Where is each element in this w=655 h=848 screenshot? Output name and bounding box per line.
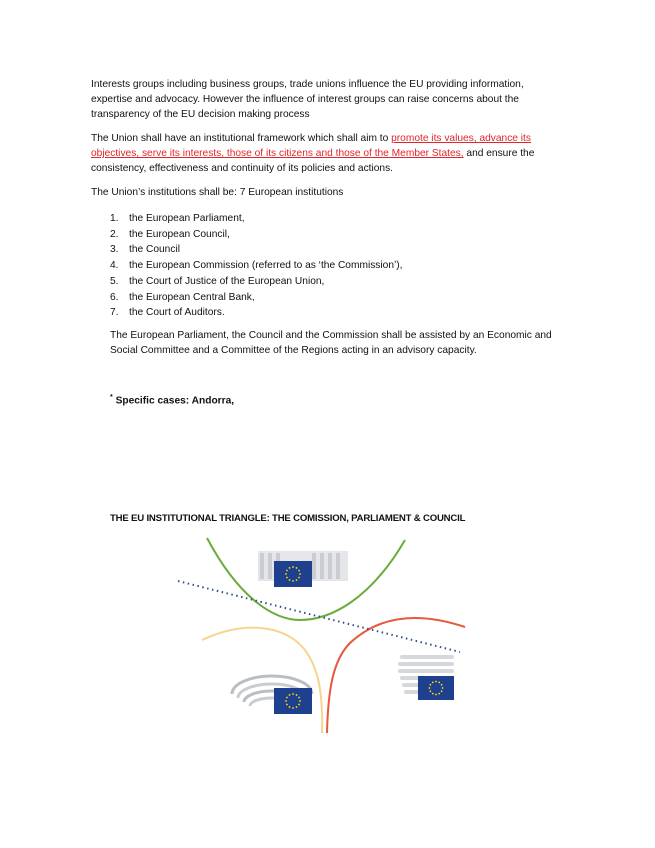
- eu-star-icon: [432, 693, 434, 695]
- list-item: 5. the Court of Justice of the European Union,: [110, 275, 325, 287]
- eu-star-icon: [285, 700, 287, 702]
- parliament-hemicycle-icon: [232, 676, 312, 714]
- eu-star-icon: [286, 570, 288, 572]
- council-curve: [327, 618, 465, 733]
- eu-star-icon: [442, 687, 444, 689]
- eu-star-icon: [286, 577, 288, 579]
- dotted-divider-line: [178, 581, 460, 652]
- eu-star-icon: [296, 694, 298, 696]
- eu-star-icon: [286, 697, 288, 699]
- framework-text-end: and ensure the consistency, effectiveness and continuity of its policies and actions.: [91, 148, 535, 174]
- eu-star-icon: [292, 707, 294, 709]
- list-item: 3. the Council: [110, 244, 180, 256]
- eu-star-icon: [435, 694, 437, 696]
- eu-star-icon: [429, 684, 431, 686]
- eu-star-icon: [432, 681, 434, 683]
- eu-star-icon: [292, 693, 294, 695]
- eu-star-icon: [438, 681, 440, 683]
- eu-star-icon: [441, 684, 443, 686]
- list-item: 7. the Court of Auditors.: [110, 307, 225, 319]
- eu-star-icon: [285, 573, 287, 575]
- eu-star-icon: [429, 687, 431, 689]
- eu-star-icon: [298, 704, 300, 706]
- eu-star-icon: [298, 577, 300, 579]
- eu-star-icon: [292, 580, 294, 582]
- note-text: Specific cases: Andorra,: [115, 395, 235, 407]
- eu-star-icon: [296, 579, 298, 581]
- eu-star-icon: [298, 570, 300, 572]
- eu-star-icon: [429, 690, 431, 692]
- note-marker: *: [110, 394, 113, 401]
- eu-star-icon: [289, 706, 291, 708]
- commission-building-icon: [258, 551, 348, 587]
- paragraph-interest-groups: Interests groups including business groups, trade unions influence the EU providing information, expertise and advocacy. However the influence of interest groups can raise concerns about the transparency of the EU decision making process: [91, 79, 524, 120]
- eu-star-icon: [299, 573, 301, 575]
- parliament-curve: [202, 628, 322, 733]
- list-item: 4. the European Commission (referred to as ‘the Commission’),: [110, 260, 403, 272]
- highlighted-aims: promote its values, advance its objectives, serve its interests, those of its citizens and those of the Member States,: [91, 133, 531, 159]
- list-item: 2. the European Council,: [110, 228, 230, 240]
- figure-title: THE EU INSTITUTIONAL TRIANGLE: THE COMISSION, PARLIAMENT & COUNCIL: [110, 513, 466, 524]
- eu-star-icon: [296, 567, 298, 569]
- list-item: 6. the European Central Bank,: [110, 291, 255, 303]
- eu-star-icon: [441, 690, 443, 692]
- eu-star-icon: [438, 693, 440, 695]
- eu-star-icon: [289, 579, 291, 581]
- eu-star-icon: [286, 704, 288, 706]
- eu-star-icon: [435, 681, 437, 683]
- paragraph-advisory-committees: The European Parliament, the Council and the Commission shall be assisted by an Economic and Social Committee and a Committee of the Regions acting in an advisory capacity.: [110, 330, 552, 356]
- framework-text-start: The Union shall have an institutional framework which shall aim to: [91, 133, 392, 144]
- council-building-icon: [398, 655, 454, 700]
- eu-star-icon: [296, 706, 298, 708]
- eu-star-icon: [298, 697, 300, 699]
- list-item: 1. the European Parliament,: [110, 213, 245, 224]
- paragraph-institutions-intro: The Union’s institutions shall be: 7 European institutions: [91, 187, 344, 198]
- eu-star-icon: [289, 567, 291, 569]
- eu-star-icon: [299, 700, 301, 702]
- eu-star-icon: [292, 566, 294, 568]
- eu-star-icon: [289, 694, 291, 696]
